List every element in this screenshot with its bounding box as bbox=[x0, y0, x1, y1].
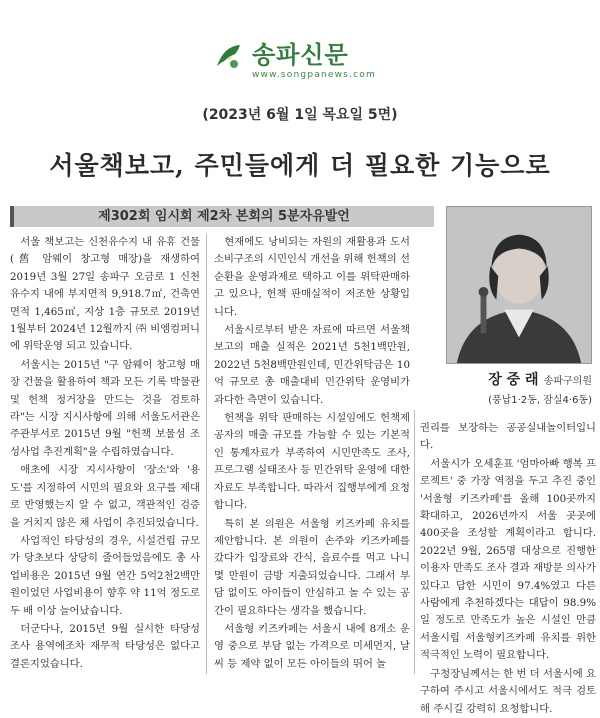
paragraph: 서울 책보고는 신천유수지 내 유휴 건물(舊 암웨이 창고형 매장)을 재생하여 2019년 3월 27일 송파구 오금로 1 신천유수지 내에 부지면적 9,918.7㎡, 건축연면적 1,465㎡, 지상 1층 규모로 2019년 1월부터 2024년 12월까지 ㈜ 비엠컴퍼니에 위탁운영 되고 있습니다. bbox=[10, 236, 200, 353]
author-name: 장 중 래 bbox=[488, 372, 539, 388]
author-photo bbox=[446, 206, 592, 364]
article-column-2 bbox=[214, 234, 410, 674]
paragraph: 서울시로부터 받은 자료에 따르면 서울책보고의 매출 실적은 2021년 5천1백만원, 2022년 5천8백만원인데, 민간위탁금은 10억 규모로 총 매출대비 민간위탁 운영비가 과다한 측면이 있습니다. bbox=[214, 324, 410, 406]
author-role: 송파구의원 bbox=[543, 376, 592, 387]
article-headline: 서울책보고, 주민들에게 더 필요한 기능으로 bbox=[49, 151, 551, 180]
paragraph: 현재에도 낭비되는 자원의 재활용과 도서 소비구조의 시민인식 개선을 위해 헌책의 선순환을 운영과제로 택하고 이를 위탁판매하고 있으나, 헌책 판매실적이 저조한 상황입니다. bbox=[214, 236, 410, 318]
author-district: (풍납1·2동, 잠실4·6동) bbox=[488, 395, 592, 406]
paragraph: 서울형 키즈카페는 서울시 내에 8개소 운영 중으로 부담 없는 가격으로 미세먼지, 날씨 등 제약 없이 모든 아이들의 뛰어 놀 bbox=[214, 622, 410, 670]
paragraph: 헌책을 위탁 판매하는 시설임에도 헌책제공자의 매출 규모를 가늠할 수 있는 기본적인 통계자료가 부족하여 시민만족도 조사, 프로그램 실태조사 등 민간위탁 운영에 대한 자료도 부족합니다. 따라서 집행부에게 요청합니다. bbox=[214, 412, 410, 512]
paragraph: 서울시가 오세훈표 '엄마아빠 행복 프로젝트' 중 가장 역점을 두고 추진 중인 '서울형 키즈카페'를 올해 100곳까지 확대하고, 2026년까지 서울 곳곳에 400곳을 조성할 계획이라고 합니다. 2022년 9월, 265명 대상으로 진행한 이용자 만족도 조사 결과 재방문 의사가 있다고 답한 시민이 97.4%였고 다른 사람에게 추천하겠다는 대답이 98.9%일 정도로 만족도가 높은 시설인 만큼 서울시립 서울형키즈카페 유치를 위한 적극적인 노력이 필요합니다. bbox=[420, 457, 596, 662]
column-divider bbox=[414, 410, 415, 674]
leaf-logo-icon bbox=[214, 42, 244, 70]
paragraph: 사업적인 타당성의 경우, 시설건립 규모가 당초보다 상당히 줄어들었음에도 총 사업비용은 2015년 9월 연간 5억2천2백만원이었던 사업비용이 향후 약 11억 정도로 두 배 이상 늘어났습니다. bbox=[10, 534, 200, 617]
paragraph: 구청장님께서는 한 번 더 서울시에 요구하여 주시고 서울시에서도 적극 검토해 주시길 강력히 요청합니다. bbox=[420, 667, 596, 715]
paragraph: 애초에 시장 지시사항이 '장소'와 '용도'를 지정하여 시민의 필요와 요구를 제대로 반영했는지 알 수 없고, 객관적인 검증을 거치지 않은 채 사업이 추진되었습니다. bbox=[10, 464, 200, 529]
paragraph: 서울시는 2015년 "구 암웨이 창고형 매장 건물을 활용하여 책과 모든 기록 박물관 및 헌책 정거장을 만드는 것을 검토하라"는 시장 지시사항에 의해 서울도서관은 주관부서로 2015년 9월 "헌책 보물섬 조성사업 추진계획"을 수립하였습니다. bbox=[10, 358, 200, 458]
masthead bbox=[0, 0, 600, 90]
newspaper-title: 송파신문 bbox=[252, 41, 349, 69]
article-column-3 bbox=[420, 420, 596, 715]
publication-dateline: (2023년 6월 1일 목요일 5면) bbox=[202, 107, 398, 123]
article-column-1 bbox=[10, 234, 200, 674]
author-caption bbox=[446, 369, 592, 406]
column-divider bbox=[206, 234, 207, 674]
paragraph: 더군다나, 2015년 9월 실시한 타당성 조사 용역에조차 재무적 타당성은 없다고 결론지었습니다. bbox=[10, 622, 200, 670]
paragraph: 특히 본 의원은 서울형 키즈카페 유치를 제안합니다. 본 의원이 손주와 키즈카페를 갔다가 입장료와 간식, 음료수를 먹고 나니 몇 만원이 금방 지출되었습니다. 그래서 부담 없이도 아이들이 안심하고 놀 수 있는 공간이 필요하다는 생각을 했습니다. bbox=[214, 517, 410, 617]
newspaper-url[interactable]: www.songpanews.com bbox=[252, 70, 376, 80]
paragraph: 권리를 보장하는 공공실내놀이터입니다. bbox=[420, 422, 596, 452]
article-subhead: 제302회 임시회 제2차 본회의 5분자유발언 bbox=[10, 206, 434, 227]
